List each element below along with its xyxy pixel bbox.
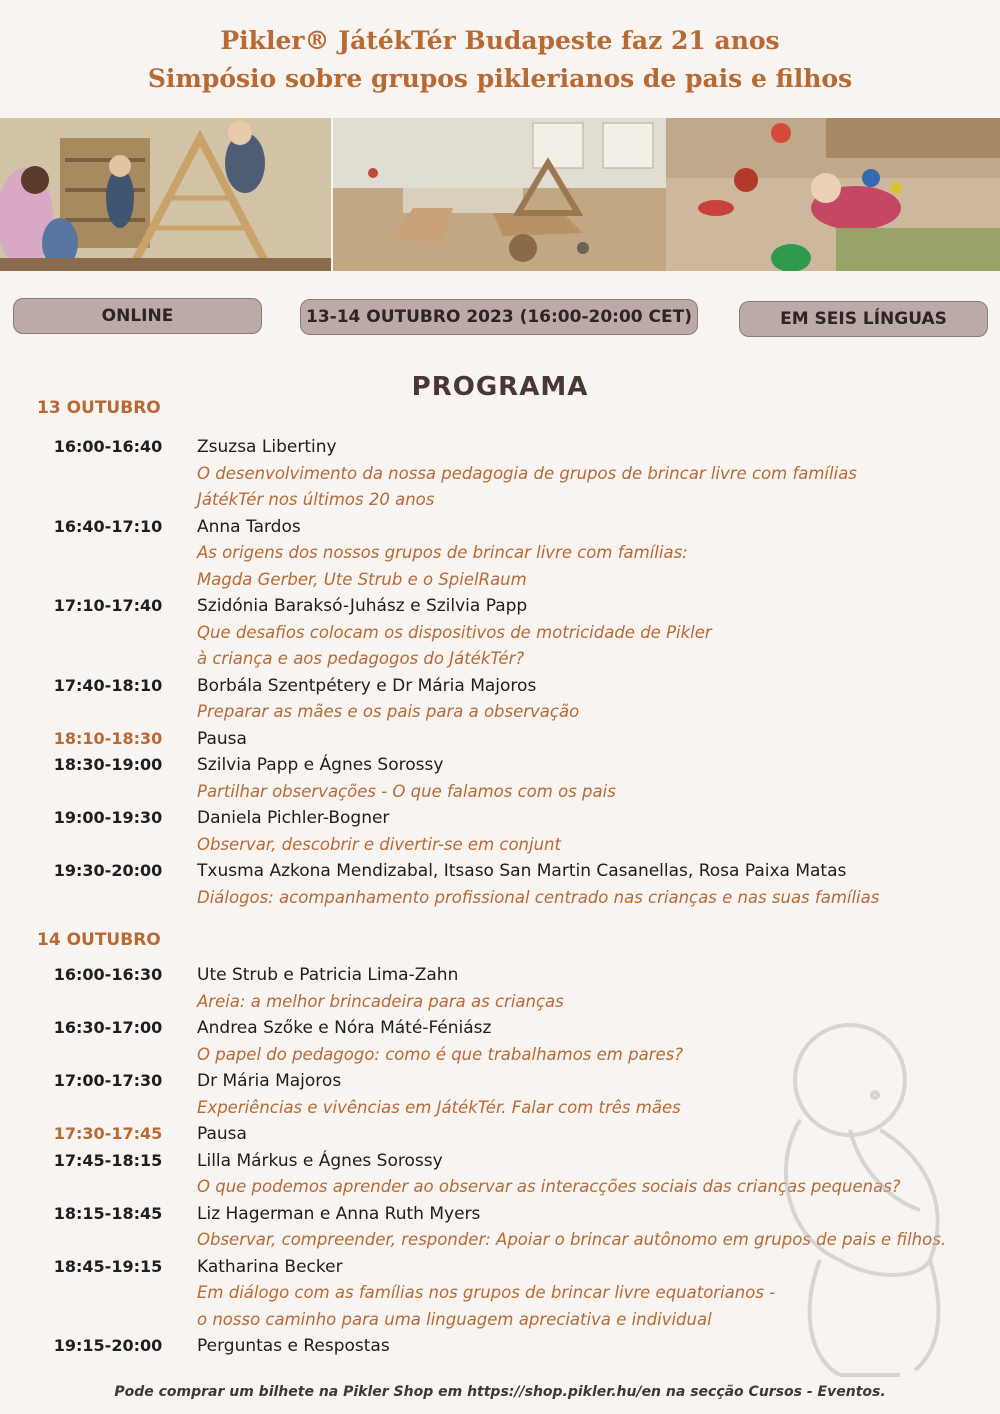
schedule-row xyxy=(0,593,1000,673)
session-title: Observar, descobrir e divertir-se em conjunt xyxy=(197,834,561,854)
session-speaker: Dr Mária Majoros xyxy=(197,1071,342,1091)
session-speaker: Liz Hagerman e Anna Ruth Myers xyxy=(197,1203,481,1224)
session-title: Preparar as mães e os pais para a observação xyxy=(197,702,580,721)
session-title: O desenvolvimento da nossa pedagogia de grupos de brincar livre com famílias xyxy=(197,463,857,483)
date-badge: 13-14 OUTUBRO 2023 (16:00-20:00 CET) xyxy=(300,299,698,335)
session-title: Em diálogo com as famílias nos grupos de brincar livre equatorianos - xyxy=(197,1283,776,1302)
session-time: 18:10-18:30 xyxy=(53,728,163,748)
baby-drawing-watermark xyxy=(730,1010,990,1390)
session-time: 19:30-20:00 xyxy=(53,861,163,880)
session-speaker: Daniela Pichler-Bogner xyxy=(197,808,390,828)
schedule-row xyxy=(0,962,1000,1015)
session-title: O que podemos aprender ao observar as interacções sociais das crianças pequenas? xyxy=(197,1177,901,1196)
header xyxy=(0,0,1000,118)
session-title: Magda Gerber, Ute Strub e o SpielRaum xyxy=(197,569,527,589)
schedule-row xyxy=(0,858,1000,911)
session-time: 18:45-19:15 xyxy=(53,1256,163,1276)
session-time: 17:40-18:10 xyxy=(53,675,163,695)
schedule-row xyxy=(0,673,1000,726)
session-title: o nosso caminho para uma linguagem apreciativa e individual xyxy=(197,1309,712,1329)
session-speaker: Anna Tardos xyxy=(197,516,301,537)
session-title: Partilhar observações - O que falamos com os pais xyxy=(197,781,616,801)
session-time: 16:40-17:10 xyxy=(53,516,163,536)
event-subtitle: Simpósio sobre grupos piklerianos de pais e filhos xyxy=(147,64,853,93)
session-speaker: Txusma Azkona Mendizabal, Itsaso San Martin Casanellas, Rosa Paixa Matas xyxy=(197,861,847,881)
session-time: 18:15-18:45 xyxy=(53,1203,163,1223)
session-speaker: Szilvia Papp e Ágnes Sorossy xyxy=(197,755,444,775)
languages-badge: EM SEIS LÍNGUAS xyxy=(739,301,988,337)
day2-label: 14 OUTUBRO xyxy=(37,930,161,950)
event-title: Pikler® JátékTér Budapeste faz 21 anos xyxy=(220,26,780,55)
session-title: JátékTér nos últimos 20 anos xyxy=(197,490,435,509)
session-time: 19:00-19:30 xyxy=(53,808,163,827)
session-speaker: Perguntas e Respostas xyxy=(197,1336,390,1356)
session-title: à criança e aos pedagogos do JátékTér? xyxy=(197,649,525,668)
session-title: O papel do pedagogo: como é que trabalhamos em pares? xyxy=(197,1044,683,1064)
program-title: PROGRAMA xyxy=(411,372,589,402)
session-speaker: Szidónia Baraksó-Juhász e Szilvia Papp xyxy=(197,596,528,616)
pause-label: Pausa xyxy=(197,728,247,749)
session-speaker: Katharina Becker xyxy=(197,1256,343,1277)
session-speaker: Ute Strub e Patricia Lima-Zahn xyxy=(197,965,459,985)
session-speaker: Lilla Márkus e Ágnes Sorossy xyxy=(197,1150,443,1171)
session-time: 17:10-17:40 xyxy=(53,596,163,615)
photo-strip xyxy=(0,118,1000,271)
photo-baby-playing xyxy=(666,118,1000,271)
schedule-row xyxy=(0,726,1000,753)
day1-schedule xyxy=(0,434,1000,911)
footer-note: Pode comprar um bilhete na Pikler Shop em https://shop.pikler.hu/en na secção Cursos - Eventos. xyxy=(114,1384,886,1400)
session-title: Areia: a melhor brincadeira para as crianças xyxy=(197,991,564,1011)
photo-play-room xyxy=(333,118,666,271)
photo-children-climbing xyxy=(0,118,331,271)
session-speaker: Zsuzsa Libertiny xyxy=(197,437,337,457)
session-time: 17:00-17:30 xyxy=(53,1071,163,1090)
session-time: 16:00-16:40 xyxy=(53,437,163,456)
schedule-row xyxy=(0,805,1000,858)
session-title: Diálogos: acompanhamento profissional centrado nas crianças e nas suas famílias xyxy=(197,887,880,907)
pause-label: Pausa xyxy=(197,1124,247,1144)
session-time: 19:15-20:00 xyxy=(53,1336,163,1355)
schedule-row xyxy=(0,752,1000,805)
session-title: Que desafios colocam os dispositivos de motricidade de Pikler xyxy=(197,622,712,642)
session-time: 17:45-18:15 xyxy=(53,1150,163,1170)
schedule-row xyxy=(0,434,1000,514)
session-time: 18:30-19:00 xyxy=(53,755,163,774)
session-time: 16:00-16:30 xyxy=(53,965,163,984)
day1-label: 13 OUTUBRO xyxy=(37,398,161,418)
session-title: As origens dos nossos grupos de brincar livre com famílias: xyxy=(197,543,688,562)
session-title: Observar, compreender, responder: Apoiar o brincar autônomo em grupos de pais e filhos. xyxy=(197,1230,947,1249)
session-time: 17:30-17:45 xyxy=(53,1124,163,1143)
schedule-row xyxy=(0,514,1000,594)
session-speaker: Andrea Szőke e Nóra Máté-Féniász xyxy=(197,1018,492,1038)
session-speaker: Borbála Szentpétery e Dr Mária Majoros xyxy=(197,675,537,696)
session-time: 16:30-17:00 xyxy=(53,1018,163,1037)
online-badge: ONLINE xyxy=(13,298,262,334)
session-title: Experiências e vivências em JátékTér. Falar com três mães xyxy=(197,1097,681,1117)
